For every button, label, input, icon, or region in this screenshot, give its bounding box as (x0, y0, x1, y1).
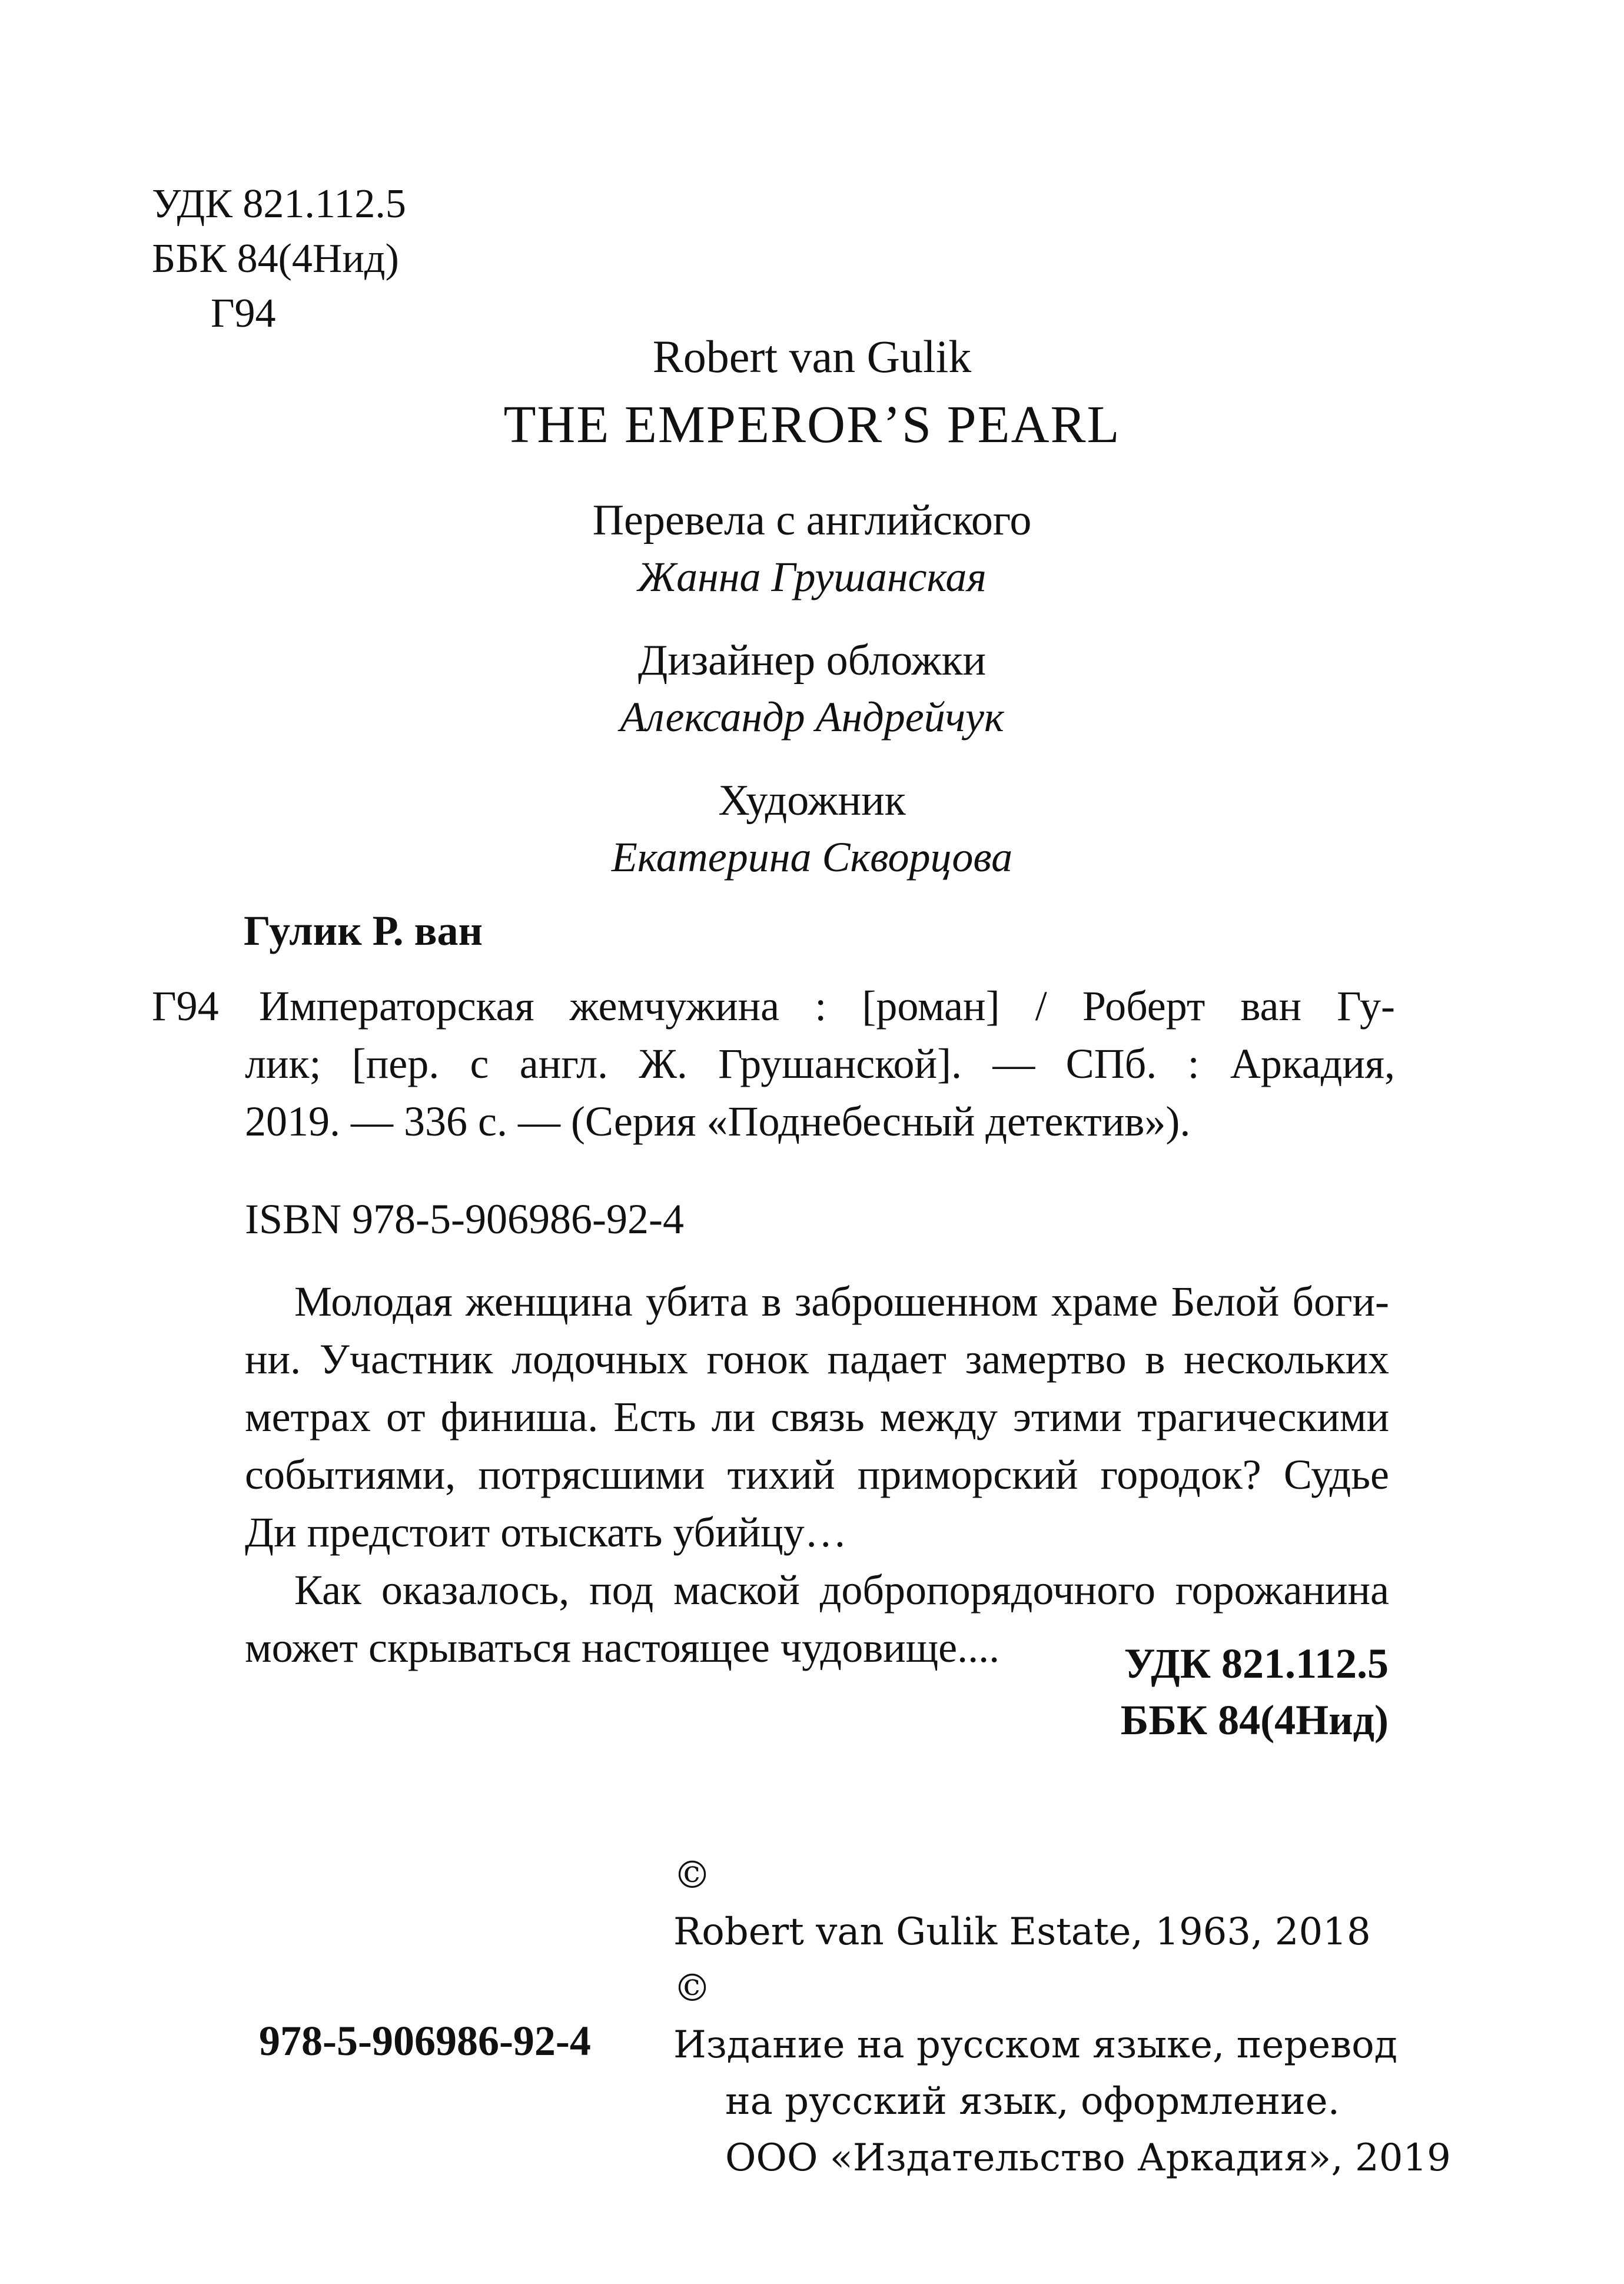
copyright-text: Robert van Gulik Estate, 1963, 2018 (673, 1910, 1371, 1954)
catalog-line-2: лик; [пер. с англ. Ж. Грушанской]. — СПб. : Аркадия, (245, 1040, 1395, 1087)
isbn: ISBN 978-5-906986-92-4 (245, 1196, 684, 1243)
annotation-line: Ди предстоит отыскать убийцу… (245, 1509, 847, 1556)
annotation-line: Молодая женщина убита в заброшенном храме Белой боги- (294, 1278, 1389, 1325)
annotation (245, 1273, 1389, 1677)
classification-codes (152, 177, 406, 341)
annotation-line: событиями, потрясшими тихий приморский городок? Судье (245, 1451, 1389, 1498)
copyright-line (673, 1847, 1451, 1960)
annotation-line: ни. Участник лодочных гонок падает замертво в нескольких (245, 1336, 1389, 1383)
catalog-code: Г94 (152, 982, 219, 1030)
bbk-code: ББК 84(4Нид) (152, 236, 399, 281)
designer-name: Александр Андрейчук (620, 693, 1004, 741)
annotation-line: Как оказалось, под маской добропорядочного горожанина (294, 1566, 1389, 1614)
bbk-code-bottom: ББК 84(4Нид) (1120, 1697, 1389, 1744)
catalog-description (245, 977, 1395, 1150)
catalog-line-1: Императорская жемчужина : [роман] / Роберт ван Гу- (259, 982, 1395, 1030)
annotation-line: может скрываться настоящее чудовище.... (245, 1624, 1000, 1671)
udk-code: УДК 821.112.5 (152, 181, 406, 227)
original-title: THE EMPEROR’S PEARL (503, 396, 1121, 454)
copyright-text: на русский язык, оформление. (725, 2080, 1340, 2123)
catalog-line-3: 2019. — 336 с. — (Серия «Поднебесный детектив»). (245, 1098, 1191, 1145)
author-sign: Г94 (211, 291, 276, 336)
isbn-bottom: 978-5-906986-92-4 (259, 2017, 591, 2064)
udk-code-bottom: УДК 821.112.5 (1124, 1640, 1389, 1687)
copyright-text: ООО «Издательство Аркадия», 2019 (725, 2136, 1451, 2180)
copyright-symbol: © (673, 1967, 711, 2010)
catalog-heading: Гулик Р. ван (244, 907, 483, 954)
copyright-symbol: © (673, 1854, 711, 1897)
translator-name: Жанна Грушанская (637, 553, 987, 600)
translator-credit (0, 492, 1624, 605)
annotation-line: метрах от финиша. Есть ли связь между этими трагическими (245, 1393, 1389, 1440)
translator-role: Перевела с английского (592, 496, 1032, 545)
copyright-text: Издание на русском языке, перевод (673, 2023, 1398, 2067)
original-author: Robert van Gulik (652, 331, 972, 382)
designer-credit (0, 632, 1624, 745)
artist-role: Художник (718, 776, 906, 825)
designer-role: Дизайнер обложки (637, 636, 987, 685)
copyright-block (673, 1847, 1451, 2186)
classification-bottom (1121, 1635, 1389, 1748)
artist-credit (0, 772, 1624, 885)
copyright-line (673, 1960, 1451, 2073)
artist-name: Екатерина Скворцова (611, 834, 1013, 881)
